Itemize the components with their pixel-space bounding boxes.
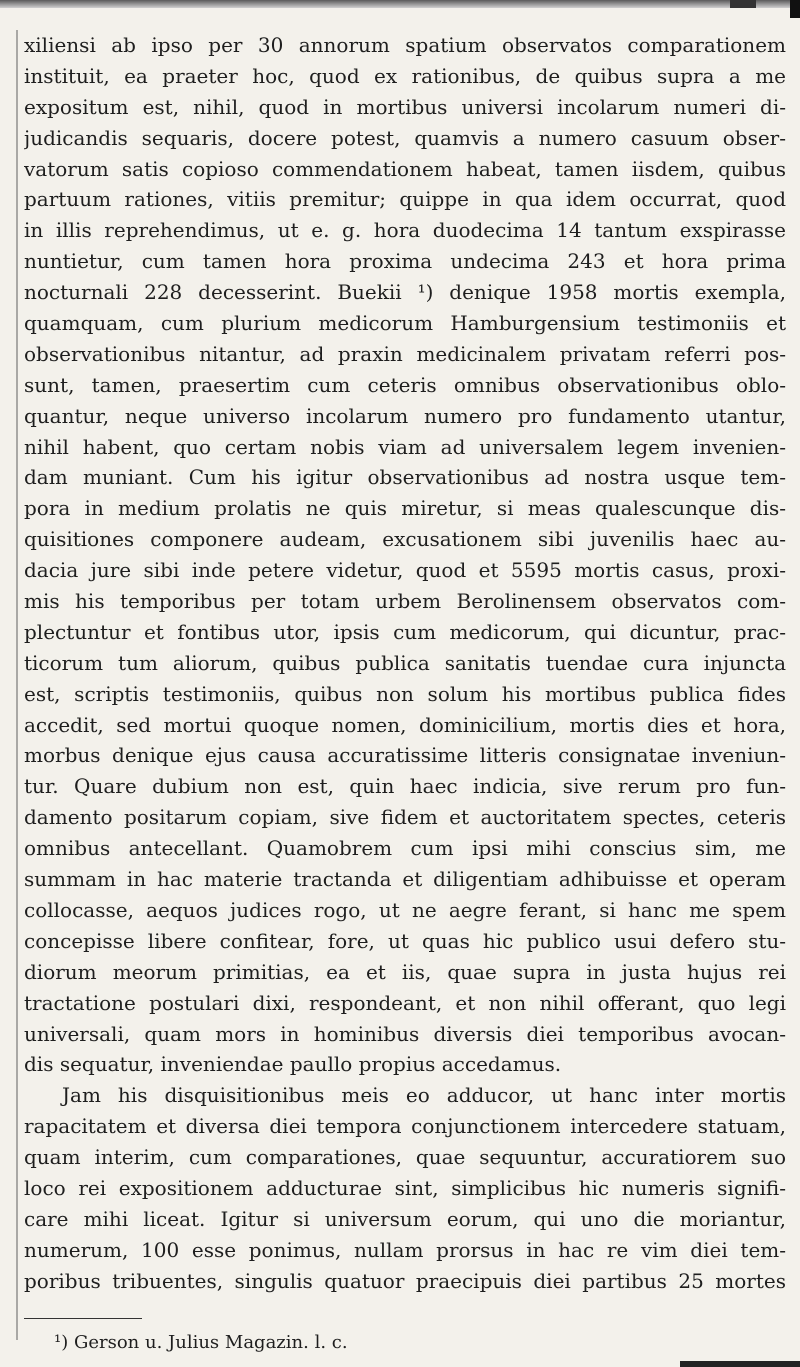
text-line: accedit, sed mortui quoque nomen, dominicilium, mortis dies et hora, <box>24 712 786 737</box>
text-line: vatorum satis copioso commendationem habeat, tamen iisdem, quibus <box>24 156 786 181</box>
text-line: nuntietur, cum tamen hora proxima undecima 243 et hora prima <box>24 249 786 274</box>
text-line: plectuntur et fontibus utor, ipsis cum medicorum, qui dicuntur, prac- <box>24 619 786 644</box>
top-edge-shadow <box>0 0 800 8</box>
text-line: ticorum tum aliorum, quibus publica sanitatis tuendae cura injuncta <box>24 650 786 675</box>
text-line: diorum meorum primitias, ea et iis, quae supra in justa hujus rei <box>24 959 786 984</box>
text-line: quantur, neque universo incolarum numero pro fundamento utantur, <box>24 403 786 428</box>
text-line: poribus tribuentes, singulis quatuor praecipuis diei partibus 25 mortes <box>24 1268 786 1293</box>
text-line: tur. Quare dubium non est, quin haec indicia, sive rerum pro fun- <box>24 774 786 799</box>
text-line: instituit, ea praeter hoc, quod ex rationibus, de quibus supra a me <box>24 63 786 88</box>
text-line: dacia jure sibi inde petere videtur, quod et 5595 mortis casus, proxi- <box>24 558 786 583</box>
text-line: omnibus antecellant. Quamobrem cum ipsi mihi conscius sim, me <box>24 836 786 861</box>
text-line: summam in hac materie tractanda et diligentiam adhibuisse et operam <box>24 867 786 892</box>
binding-gutter <box>4 30 18 1340</box>
text-line: collocasse, aequos judices rogo, ut ne aegre ferant, si hanc me spem <box>24 897 786 922</box>
text-line: pora in medium prolatis ne quis miretur, si meas qualescunque dis- <box>24 496 786 521</box>
text-line: xiliensi ab ipso per 30 annorum spatium observatos comparationem <box>24 33 786 57</box>
text-line: rapacitatem et diversa diei tempora conjunctionem intercedere statuam, <box>24 1114 786 1139</box>
footnote-rule <box>24 1318 142 1319</box>
text-line: quisitiones componere audeam, excusationem sibi juvenilis haec au- <box>24 527 786 552</box>
text-line: morbus denique ejus causa accuratissime litteris consignatae inveniun- <box>24 743 786 768</box>
text-line: observationibus nitantur, ad praxin medicinalem privatam referri pos- <box>24 341 786 366</box>
text-line: tractatione postulari dixi, respondeant, et non nihil offerant, quo legi <box>24 990 786 1015</box>
body-text <box>24 30 786 1297</box>
text-line: partuum rationes, vitiis premitur; quippe in qua idem occurrat, quod <box>24 187 786 212</box>
text-line: universali, quam mors in hominibus diversis diei temporibus avocan- <box>24 1021 786 1046</box>
text-line: numerum, 100 esse ponimus, nullam prorsus in hac re vim diei tem- <box>24 1237 786 1262</box>
text-line: in illis reprehendimus, ut e. g. hora duodecima 14 tantum exspirasse <box>24 218 786 243</box>
text-line: expositum est, nihil, quod in mortibus universi incolarum numeri di- <box>24 94 786 119</box>
text-line: dam muniant. Cum his igitur observationibus ad nostra usque tem- <box>24 465 786 490</box>
text-line: est, scriptis testimoniis, quibus non solum his mortibus publica fides <box>24 681 786 706</box>
text-line: loco rei expositionem adducturae sint, simplicibus hic numeris signifi- <box>24 1175 786 1200</box>
text-line: mis his temporibus per totam urbem Berolinensem observatos com- <box>24 589 786 614</box>
text-line: nihil habent, quo certam nobis viam ad universalem legem invenien- <box>24 434 786 459</box>
corner-block <box>790 0 800 18</box>
paragraph-start-line: Jam his disquisitionibus meis eo adducor, ut hanc inter mortis <box>62 1083 786 1108</box>
footnote: ¹) Gerson u. Julius Magazin. l. c. <box>54 1332 348 1353</box>
text-line: damento positarum copiam, sive fidem et auctoritatem spectes, ceteris <box>24 805 786 830</box>
text-line: nocturnali 228 decesserint. Buekii ¹) denique 1958 mortis exempla, <box>24 280 786 305</box>
paragraph-end-line: dis sequatur, inveniendae paullo propius accedamus. <box>24 1052 562 1077</box>
text-line: concepisse libere confitear, fore, ut quas hic publico usui defero stu- <box>24 928 786 953</box>
top-edge-mark <box>730 0 756 8</box>
bottom-edge-bar <box>680 1361 800 1367</box>
text-line: judicandis sequaris, docere potest, quamvis a numero casuum obser- <box>24 125 786 150</box>
text-line: care mihi liceat. Igitur si universum eorum, qui uno die moriantur, <box>24 1206 786 1231</box>
text-line: quamquam, cum plurium medicorum Hamburgensium testimoniis et <box>24 311 786 336</box>
text-line: sunt, tamen, praesertim cum ceteris omnibus observationibus oblo- <box>24 372 786 397</box>
text-line: quam interim, cum comparationes, quae sequuntur, accuratiorem suo <box>24 1145 786 1170</box>
